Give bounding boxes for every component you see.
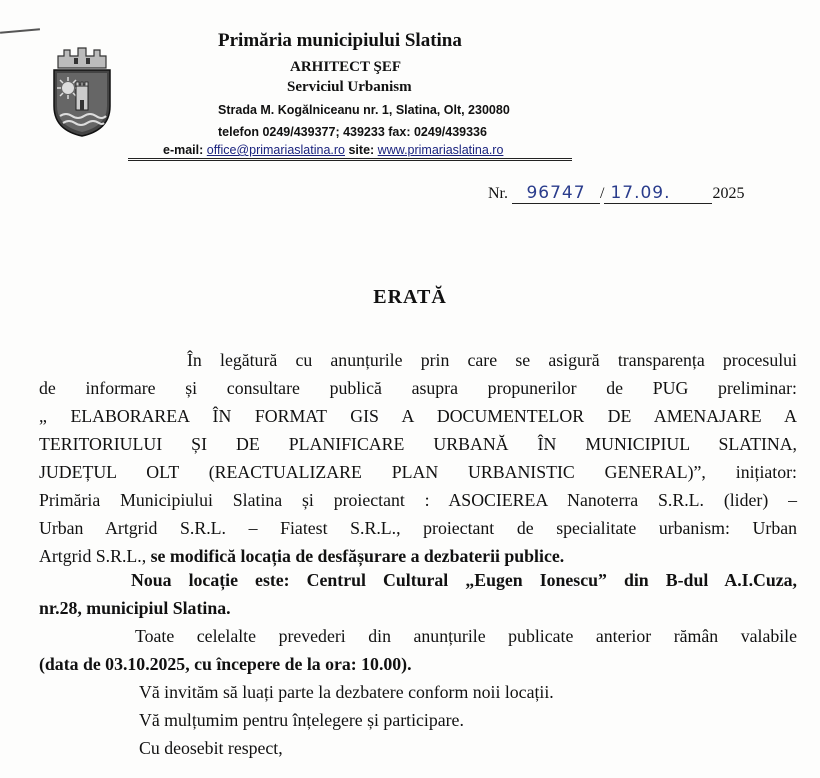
text-line: JUDEȚUL OLT (REACTUALIZARE PLAN URBANISTIC GENERAL)”, inițiator: bbox=[39, 462, 797, 482]
service-name: Serviciul Urbanism bbox=[287, 79, 412, 95]
institution-name: Primăria municipiului Slatina bbox=[218, 30, 462, 51]
text-line: nr.28, municipiul Slatina. bbox=[39, 598, 231, 618]
registration-date: 17.09. bbox=[604, 183, 712, 204]
text-line: Urban Artgrid S.R.L. – Fiatest S.R.L., proiectant de specialitate urbanism: Urban bbox=[39, 518, 797, 538]
institution-address: Strada M. Kogălniceanu nr. 1, Slatina, Olt, 230080 bbox=[218, 103, 510, 117]
text-line: Toate celelalte prevederi din anunțurile publicate anterior rămân valabile bbox=[135, 626, 797, 646]
paragraph-new-location bbox=[39, 566, 797, 622]
text-line: Vă invităm să luați parte la dezbatere conform noii locații. bbox=[139, 682, 554, 702]
text-line: de informare și consultare publică asupra propunerilor de PUG preliminar: bbox=[39, 378, 797, 398]
text-line: Vă mulțumim pentru înțelegere și participare. bbox=[139, 710, 464, 730]
site-link[interactable]: www.primariaslatina.ro bbox=[377, 143, 504, 157]
scan-mark bbox=[0, 28, 40, 33]
email-label: e-mail: bbox=[163, 143, 204, 157]
email-link[interactable]: office@primariaslatina.ro bbox=[206, 143, 345, 157]
contact-line bbox=[163, 143, 503, 157]
text-line: Primăria Municipiului Slatina și proiectant : ASOCIEREA Nanoterra S.R.L. (lider) – bbox=[39, 490, 797, 510]
registration-label: Nr. bbox=[488, 185, 508, 202]
document-title: ERATĂ bbox=[373, 286, 447, 308]
text-bold: se modifică locația de desfășurare a dezbaterii publice. bbox=[150, 546, 565, 566]
text-line: (data de 03.10.2025, cu începere de la ora: 10.00). bbox=[39, 654, 412, 674]
text-normal: Artgrid S.R.L., bbox=[39, 546, 151, 566]
header-divider bbox=[128, 158, 572, 161]
registration-separator: / bbox=[600, 185, 605, 202]
text-line: Cu deosebit respect, bbox=[139, 738, 283, 758]
text-line: „ ELABORAREA ÎN FORMAT GIS A DOCUMENTELOR DE AMENAJARE A bbox=[39, 406, 797, 426]
paragraph-announcement bbox=[39, 346, 797, 570]
text-line: TERITORIULUI ȘI DE PLANIFICARE URBANĂ ÎN MUNICIPIUL SLATINA, bbox=[39, 434, 797, 454]
registration-number bbox=[488, 183, 744, 204]
institution-phone: telefon 0249/439377; 439233 fax: 0249/439336 bbox=[218, 125, 487, 139]
city-crest-icon bbox=[50, 46, 114, 138]
paragraph-other-provisions bbox=[39, 622, 797, 678]
closing-section bbox=[39, 678, 797, 762]
text-line: Noua locație este: Centrul Cultural „Eugen Ionescu” din B-dul A.I.Cuza, bbox=[131, 570, 797, 590]
registration-year: 2025 bbox=[712, 185, 745, 202]
site-label: site: bbox=[348, 143, 375, 157]
text-line: În legătură cu anunțurile prin care se asigură transparența procesului bbox=[187, 350, 797, 370]
registration-value: 96747 bbox=[512, 183, 600, 204]
department-name: ARHITECT ŞEF bbox=[290, 59, 402, 75]
